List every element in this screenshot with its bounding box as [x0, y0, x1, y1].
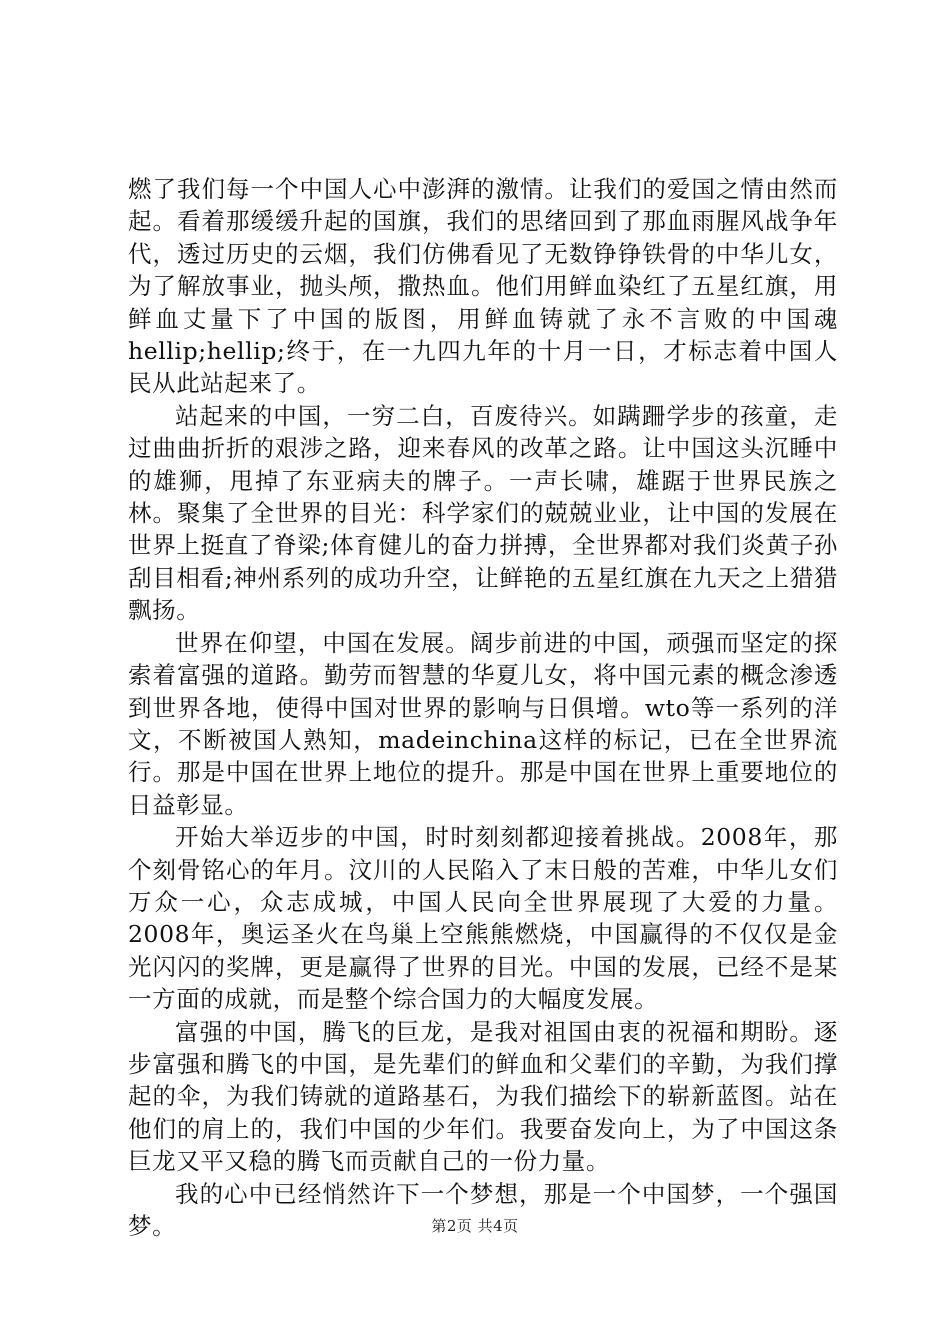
- page-footer: 第2页 共4页: [431, 1217, 519, 1235]
- paragraph-6: 我的心中已经悄然许下一个梦想，那是一个中国梦，一个强国梦。: [128, 1179, 838, 1240]
- paragraph-3: 世界在仰望，中国在发展。阔步前进的中国，顽强而坚定的探索着富强的道路。勤劳而智慧的华夏儿女，将中国元素的概念渗透到世界各地，使得中国对世界的影响与日俱增。wto等一系列的洋文，不断被国人熟知，madeinchina这样的标记，已在全世界流行。那是中国在世界上地位的提升。那是中国在世界上重要地位的日益彰显。: [128, 628, 838, 819]
- paragraph-5: 富强的中国，腾飞的巨龙，是我对祖国由衷的祝福和期盼。逐步富强和腾飞的中国，是先辈们的鲜血和父辈们的辛勤，为我们撑起的伞，为我们铸就的道路基石，为我们描绘下的崭新蓝图。站在他们的肩上的，我们中国的少年们。我要奋发向上，为了中国这条巨龙又平又稳的腾飞而贡献自己的一份力量。: [128, 1017, 838, 1176]
- document-body: [128, 173, 838, 1242]
- paragraph-1: 燃了我们每一个中国人心中澎湃的激情。让我们的爱国之情由然而起。看着那缓缓升起的国旗，我们的思绪回到了那血雨腥风战争年代，透过历史的云烟，我们仿佛看见了无数铮铮铁骨的中华儿女，为了解放事业，抛头颅，撒热血。他们用鲜血染红了五星红旗，用鲜血丈量下了中国的版图，用鲜血铸就了永不言败的中国魂hellip;hellip;终于，在一九四九年的十月一日，才标志着中国人民从此站起来了。: [128, 175, 838, 398]
- paragraph-2: 站起来的中国，一穷二白，百废待兴。如蹒跚学步的孩童，走过曲曲折折的艰涉之路，迎来春风的改革之路。让中国这头沉睡中的雄狮，甩掉了东亚病夫的牌子。一声长啸，雄踞于世界民族之林。聚集了全世界的目光：科学家们的兢兢业业，让中国的发展在世界上挺直了脊梁;体育健儿的奋力拼搏，全世界都对我们炎黄子孙刮目相看;神州系列的成功升空，让鲜艳的五星红旗在九天之上猎猎飘扬。: [128, 401, 838, 625]
- paragraph-4: 开始大举迈步的中国，时时刻刻都迎接着挑战。2008年，那个刻骨铭心的年月。汶川的人民陷入了末日般的苦难，中华儿女们万众一心，众志成城，中国人民向全世界展现了大爱的力量。2008年，奥运圣火在鸟巢上空熊熊燃烧，中国赢得的不仅仅是金光闪闪的奖牌，更是赢得了世界的目光。中国的发展，已经不是某一方面的成就，而是整个综合国力的大幅度发展。: [128, 823, 838, 1014]
